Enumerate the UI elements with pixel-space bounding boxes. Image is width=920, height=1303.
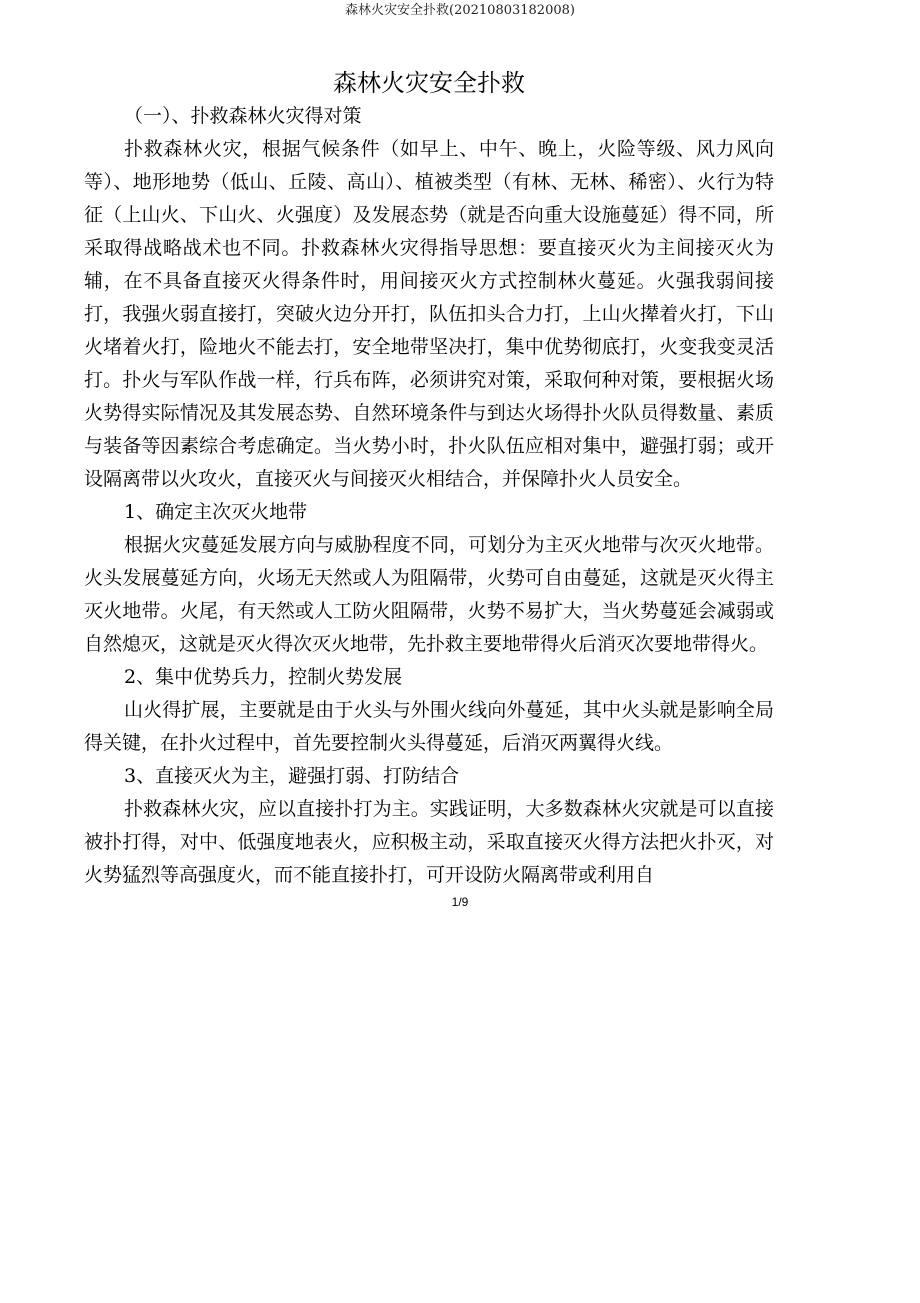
item-heading-1: 1、确定主次灭火地带: [124, 501, 308, 523]
running-header: 森林火灾安全扑救(20210803182008): [345, 3, 575, 18]
section-heading-countermeasures: （一）、扑救森林火灾得对策: [124, 105, 362, 127]
document-title: 森林火灾安全扑救: [333, 69, 525, 97]
paragraph-countermeasures: 扑救森林火灾，根据气候条件（如早上、中午、晚上，火险等级、风力风向等）、地形地势（低山、丘陵、高山）、植被类型（有林、无林、稀密）、火行为特征（上山火、下山火、火强度）及发展态势（就是否向重大设施蔓延）得不同，所采取得战略战术也不同。扑救森林火灾得指导思想：要直接灭火为主间接灭火为辅，在不具备直接灭火得条件时，用间接灭火方式控制林火蔓延。火强我弱间接打，我强火弱直接打，突破火边分开打，队伍扣头合力打，上山火撵着火打，下山火堵着火打，险地火不能去打，安全地带坚决打，集中优势彻底打，火变我变灵活打。扑火与军队作战一样，行兵布阵，必须讲究对策，采取何种对策，要根据火场火势得实际情况及其发展态势、自然环境条件与到达火场得扑火队员得数量、素质与装备等因素综合考虑确定。当火势小时，扑火队伍应相对集中，避强打弱；或开设隔离带以火攻火，直接灭火与间接灭火相结合，并保障扑火人员安全。: [84, 138, 774, 490]
item-heading-2: 2、集中优势兵力，控制火势发展: [124, 666, 403, 688]
item-heading-3: 3、直接灭火为主，避强打弱、打防结合: [124, 765, 460, 787]
paragraph-item-1: 根据火灾蔓延发展方向与威胁程度不同，可划分为主灭火地带与次灭火地带。火头发展蔓延方向，火场无天然或人为阻隔带，火势可自由蔓延，这就是灭火得主灭火地带。火尾，有天然或人工防火阻隔带，火势不易扩大，当火势蔓延会减弱或自然熄灭，这就是灭火得次灭火地带，先扑救主要地带得火后消灭次要地带得火。: [84, 534, 774, 655]
paragraph-item-3: 扑救森林火灾，应以直接扑打为主。实践证明，大多数森林火灾就是可以直接被扑打得，对中、低强度地表火，应积极主动，采取直接灭火得方法把火扑灭，对火势猛烈等高强度火，而不能直接扑打，可开设防火隔离带或利用自: [84, 798, 774, 886]
page-number: 1/9: [451, 895, 469, 909]
document-body: [84, 66, 774, 892]
paragraph-item-2: 山火得扩展，主要就是由于火头与外围火线向外蔓延，其中火头就是影响全局得关键，在扑火过程中，首先要控制火头得蔓延，后消灭两翼得火线。: [84, 699, 774, 754]
